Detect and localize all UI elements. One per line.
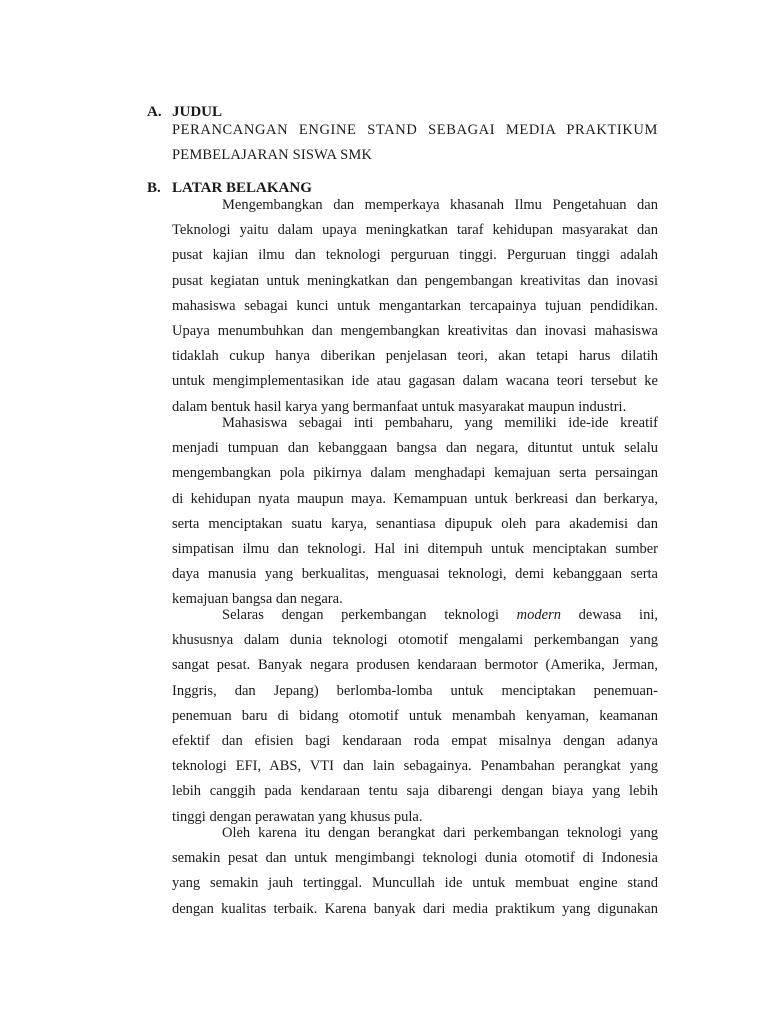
paragraph-line: daya manusia yang berkualitas, menguasai teknologi, demi kebanggaan serta	[172, 566, 658, 583]
paragraph-line: khususnya dalam dunia teknologi otomotif mengalami perkembangan yang	[172, 632, 658, 649]
title-line: PERANCANGAN ENGINE STAND SEBAGAI MEDIA PRAKTIKUM	[172, 122, 658, 138]
paragraph-line: Mahasiswa sebagai inti pembaharu, yang memiliki ide-ide kreatif	[222, 415, 658, 431]
emphasis-word: modern	[516, 607, 561, 623]
paragraph-3	[172, 603, 658, 830]
paragraph-line: tinggi dengan perawatan yang khusus pula.	[172, 808, 423, 825]
paragraph-line: mahasiswa sebagai kunci untuk mengantarkan tercapainya tujuan pendidikan.	[172, 297, 658, 314]
paragraph-line: pusat kajian ilmu dan teknologi perguruan tinggi. Perguruan tinggi adalah	[172, 247, 658, 264]
emphasis-before: Selaras dengan perkembangan teknologi	[222, 607, 517, 623]
paragraph-1	[172, 193, 658, 420]
paragraph-line-with-emphasis	[172, 603, 658, 628]
paragraph-4	[172, 821, 658, 922]
paragraph-line: serta menciptakan suatu karya, senantiasa dipupuk oleh para akademisi dan	[172, 515, 658, 532]
paragraph-line: Inggris, dan Jepang) berlomba-lomba untuk menciptakan penemuan-	[172, 682, 658, 699]
section-b-title: LATAR BELAKANG	[172, 180, 312, 196]
paragraph-line: Mengembangkan dan memperkaya khasanah Ilmu Pengetahuan dan	[222, 197, 658, 213]
paragraph-line: kemajuan bangsa dan negara.	[172, 591, 343, 608]
paragraph-line: Oleh karena itu dengan berangkat dari perkembangan teknologi yang	[222, 825, 658, 841]
paragraph-line: Teknologi yaitu dalam upaya meningkatkan taraf kehidupan masyarakat dan	[172, 222, 658, 239]
paragraph-line: mengembangkan pola pikirnya dalam menghadapi kemajuan serta persaingan	[172, 465, 658, 482]
title-line: PEMBELAJARAN SISWA SMK	[172, 147, 373, 163]
paragraph-2	[172, 411, 658, 613]
paragraph-line: yang semakin jauh tertinggal. Muncullah ide untuk membuat engine stand	[172, 875, 658, 892]
paragraph-line: efektif dan efisien bagi kendaraan roda empat misalnya dengan adanya	[172, 732, 658, 749]
paragraph-line: teknologi EFI, ABS, VTI dan lain sebagainya. Penambahan perangkat yang	[172, 758, 658, 775]
paragraph-line: dengan kualitas terbaik. Karena banyak dari media praktikum yang digunakan	[172, 900, 658, 917]
paragraph-line: tidaklah cukup hanya diberikan penjelasan teori, akan tetapi harus dilatih	[172, 348, 658, 365]
paragraph-line: Upaya menumbuhkan dan mengembangkan kreativitas dan inovasi mahasiswa	[172, 322, 658, 339]
emphasis-after: dewasa ini,	[560, 607, 658, 623]
section-b-letter: B.	[147, 180, 161, 196]
paragraph-line: simpatisan ilmu dan teknologi. Hal ini ditempuh untuk menciptakan sumber	[172, 540, 658, 557]
section-a-title: JUDUL	[172, 104, 223, 120]
paragraph-line: di kehidupan nyata maupun maya. Kemampuan untuk berkreasi dan berkarya,	[172, 490, 658, 507]
paragraph-line: semakin pesat dan untuk mengimbangi teknologi dunia otomotif di Indonesia	[172, 850, 658, 867]
paragraph-line: penemuan baru di bidang otomotif untuk menambah kenyaman, keamanan	[172, 707, 658, 724]
paragraph-line: sangat pesat. Banyak negara produsen kendaraan bermotor (Amerika, Jerman,	[172, 657, 658, 674]
document-title	[172, 118, 658, 168]
paragraph-line: untuk mengimplementasikan ide atau gagasan dalam wacana teori tersebut ke	[172, 373, 658, 390]
paragraph-line: menjadi tumpuan dan kebanggaan bangsa dan negara, dituntut untuk selalu	[172, 440, 658, 457]
paragraph-line: pusat kegiatan untuk meningkatkan dan pengembangan kreativitas dan inovasi	[172, 272, 658, 289]
paragraph-line: dalam bentuk hasil karya yang bermanfaat untuk masyarakat maupun industri.	[172, 398, 627, 415]
paragraph-line: lebih canggih pada kendaraan tentu saja dibarengi dengan biaya yang lebih	[172, 783, 658, 800]
section-a-letter: A.	[147, 104, 162, 120]
